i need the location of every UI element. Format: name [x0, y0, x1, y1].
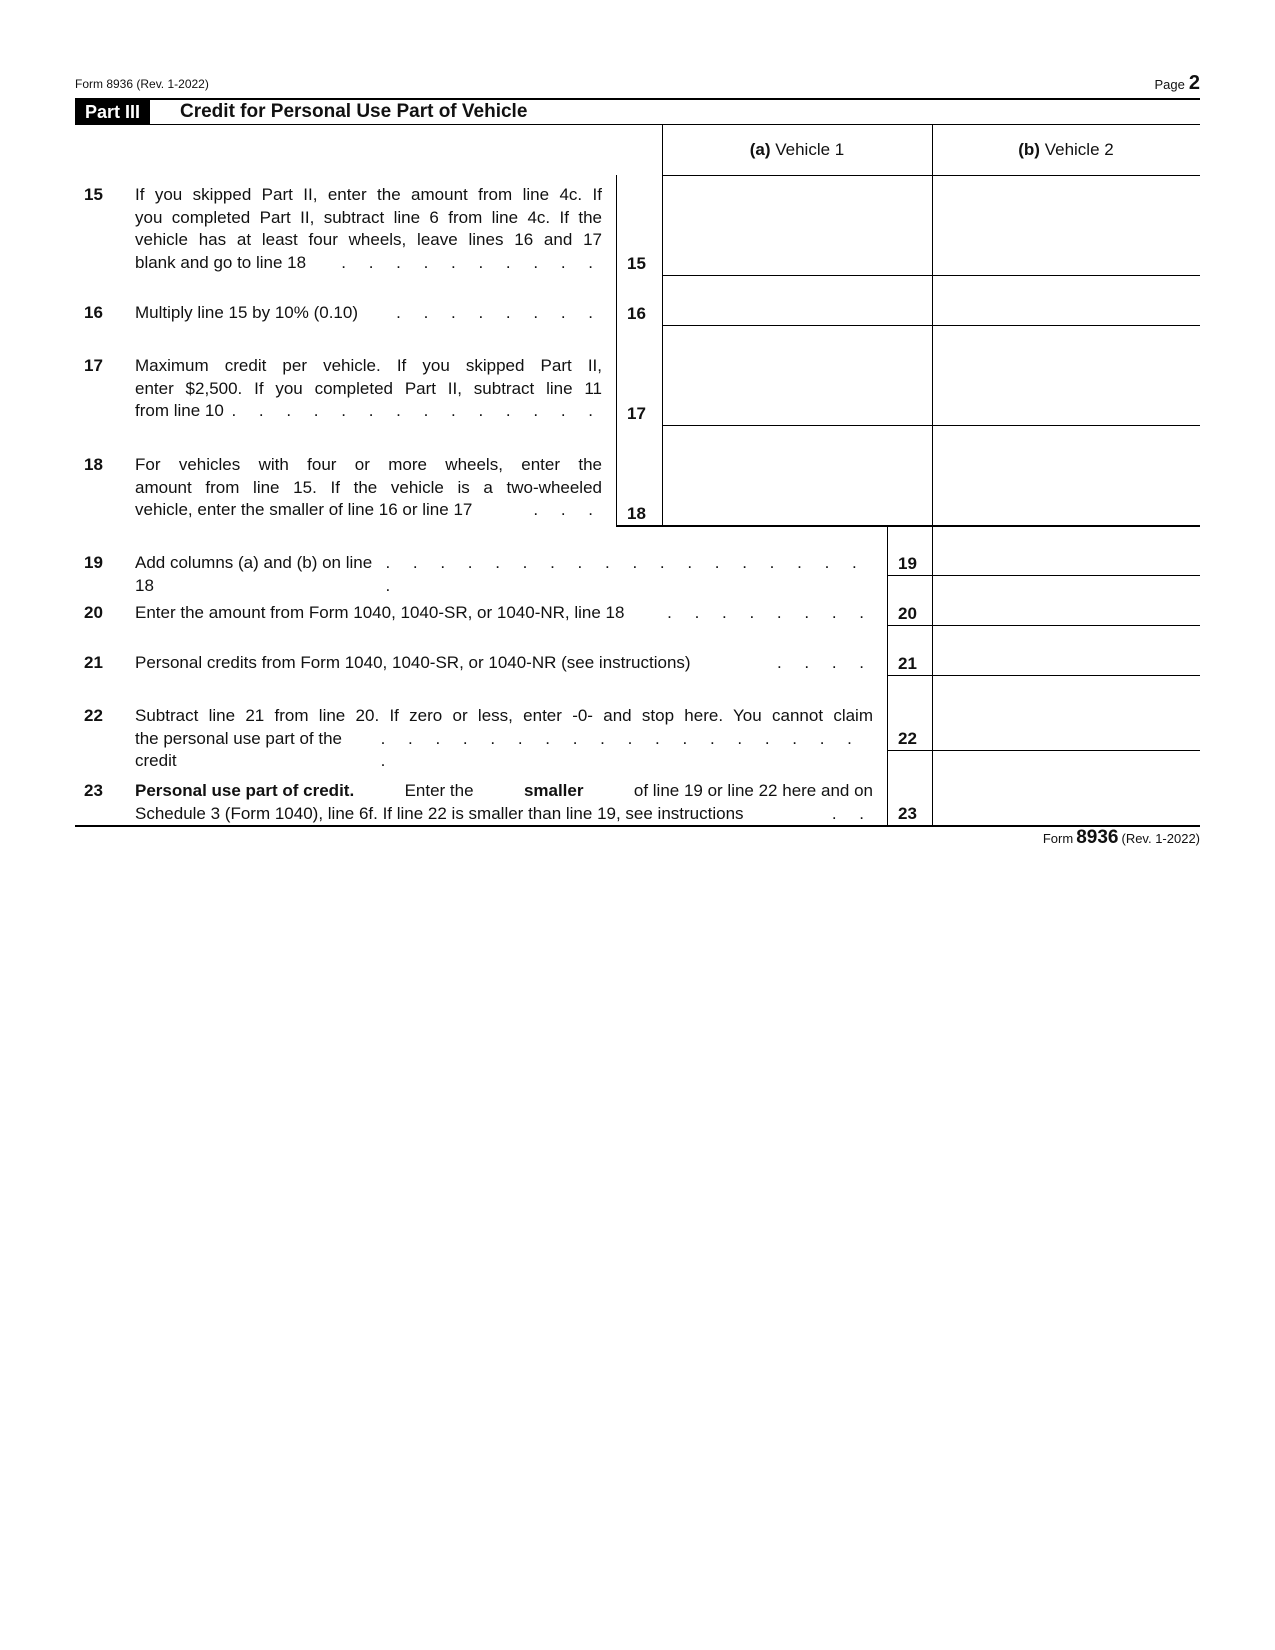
- column-a-label: Vehicle 1: [775, 140, 845, 159]
- line-18-text: [135, 454, 602, 522]
- line-19-dots: . . . . . . . . . . . . . . . . . . .: [385, 553, 866, 595]
- line-22-field[interactable]: [933, 676, 1200, 750]
- line-23-box-number: 23: [898, 804, 917, 823]
- line-18-vehicle-2-field[interactable]: [933, 426, 1200, 525]
- line-15-box-number: 15: [627, 254, 646, 273]
- column-a-letter: (a): [749, 140, 771, 159]
- line-20-text-1: Enter the amount from Form 1040, 1040-SR, or 1040-NR, line 18: [135, 603, 625, 622]
- line-21-field[interactable]: [933, 626, 1200, 675]
- line-19-text-1: Add columns (a) and (b) on line 18: [135, 553, 373, 595]
- linebox-divider-lower: [887, 526, 888, 826]
- line-15-text-4: blank and go to line 18: [135, 252, 307, 272]
- line-22-text-2: the personal use part of the credit: [135, 728, 342, 770]
- line-22-box-number: 22: [898, 729, 917, 748]
- line-21-number: 21: [84, 653, 103, 672]
- line-20-box-number: 20: [898, 604, 917, 623]
- line-18-text-1: For vehicles with four or more wheels, enter the: [135, 455, 602, 474]
- line-21-text: [135, 652, 873, 675]
- line-18-dots: . . .: [533, 500, 602, 519]
- line-15-text-3: vehicle has at least four wheels, leave lines 16 and 17: [135, 230, 602, 249]
- line-16-text-1: Multiply line 15 by 10% (0.10): [135, 303, 359, 322]
- column-b-letter: (b): [1018, 140, 1040, 159]
- line-20-field[interactable]: [933, 576, 1200, 625]
- form-label: Form 8936 (Rev. 1-2022): [75, 77, 209, 91]
- line-22-text-2-row: [135, 728, 873, 773]
- line-18-number: 18: [84, 455, 103, 474]
- line-16-vehicle-1-field[interactable]: [663, 276, 931, 325]
- line-18-box-number: 18: [627, 504, 646, 523]
- column-head-vehicle-2: [932, 140, 1200, 160]
- line-15-vehicle-2-field[interactable]: [933, 176, 1200, 275]
- line-23-text-b: of line 19 or line 22 here and on: [633, 781, 873, 800]
- line-19-field[interactable]: [933, 527, 1200, 575]
- page-indicator: [1155, 72, 1201, 95]
- form-bottom-rule: [75, 825, 1200, 827]
- line-15-number: 15: [84, 185, 103, 204]
- line-21-box-number: 21: [898, 654, 917, 673]
- line-18-vehicle-1-field[interactable]: [663, 426, 931, 525]
- line-19-text: [135, 552, 873, 597]
- line-22-text-1: Subtract line 21 from line 20. If zero or less, enter -0- and stop here. You cannot claim: [135, 706, 873, 725]
- column-head-vehicle-1: [662, 140, 932, 160]
- line-17-vehicle-1-field[interactable]: [663, 326, 931, 425]
- line-18-text-3-row: [135, 499, 602, 522]
- line-16-box-number: 16: [627, 304, 646, 323]
- line-23-dots: . .: [831, 803, 873, 823]
- line-17-text: [135, 355, 602, 423]
- line-21-dots: . . . .: [776, 653, 873, 672]
- column-b-label: Vehicle 2: [1044, 140, 1114, 159]
- line-18-text-3: vehicle, enter the smaller of line 16 or line 17: [135, 500, 473, 519]
- footer-revision: (Rev. 1-2022): [1121, 831, 1200, 846]
- line-23-text-2-row: [135, 803, 873, 826]
- line-21-text-1: Personal credits from Form 1040, 1040-SR, or 1040-NR (see instructions): [135, 653, 691, 672]
- line-15-dots: . . . . . . . . . .: [341, 252, 602, 272]
- line-17-number: 17: [84, 356, 103, 375]
- line-23-bold-1: Personal use part of credit.: [135, 781, 355, 800]
- line-22-text: [135, 705, 873, 773]
- line-23-number: 23: [84, 781, 103, 800]
- line-20-dots: . . . . . . . .: [667, 603, 873, 622]
- line-17-vehicle-2-field[interactable]: [933, 326, 1200, 425]
- line-16-vehicle-2-field[interactable]: [933, 276, 1200, 325]
- line-15-text-4-row: [135, 252, 602, 275]
- line-16-number: 16: [84, 303, 103, 322]
- line-23-field[interactable]: [933, 751, 1200, 825]
- footer-form-word: Form: [1042, 831, 1074, 846]
- line-17-text-3: from line 10: [135, 401, 224, 420]
- line-15-vehicle-1-field[interactable]: [663, 176, 931, 275]
- footer-form-label: [1043, 827, 1200, 849]
- line-20-text: [135, 602, 873, 625]
- line-15-text-2: you completed Part II, subtract line 6 from line 4c. If the: [135, 207, 602, 227]
- line-23-bold-2: smaller: [523, 781, 584, 800]
- line-18-text-2: amount from line 15. If the vehicle is a two-wheeled: [135, 477, 602, 497]
- linebox-divider-upper: [616, 175, 617, 526]
- line-22-dots: . . . . . . . . . . . . . . . . . . .: [380, 728, 861, 770]
- line-19-box-number: 19: [898, 554, 917, 573]
- line-16-dots: . . . . . . . .: [396, 303, 602, 322]
- part-title: Credit for Personal Use Part of Vehicle: [180, 101, 528, 122]
- line-16-text: [135, 302, 602, 325]
- page-label: Page: [1154, 77, 1185, 92]
- part-badge: Part III: [75, 100, 150, 124]
- part-rule: [75, 124, 1200, 125]
- line-15-text: [135, 184, 602, 274]
- line-23-text-2: Schedule 3 (Form 1040), line 6f. If line 22 is smaller than line 19, see instructions: [135, 803, 744, 823]
- line-17-dots: . . . . . . . . . . . . . .: [231, 401, 602, 420]
- line-15-text-1: If you skipped Part II, enter the amount from line 4c. If: [135, 185, 602, 204]
- line-20-number: 20: [84, 603, 103, 622]
- line-17-text-1: Maximum credit per vehicle. If you skipped Part II,: [135, 356, 602, 375]
- footer-form-number: 8936: [1076, 827, 1119, 848]
- line-17-box-number: 17: [627, 404, 646, 423]
- line-17-text-3-row: [135, 400, 602, 423]
- line-19-number: 19: [84, 553, 103, 572]
- page-number: 2: [1188, 72, 1200, 94]
- line-17-text-2: enter $2,500. If you completed Part II, subtract line 11: [135, 378, 602, 398]
- line-22-number: 22: [84, 706, 103, 725]
- line-23-text: [135, 780, 873, 825]
- line-23-text-1-row: [135, 780, 873, 803]
- line-23-text-a: Enter the: [404, 781, 474, 800]
